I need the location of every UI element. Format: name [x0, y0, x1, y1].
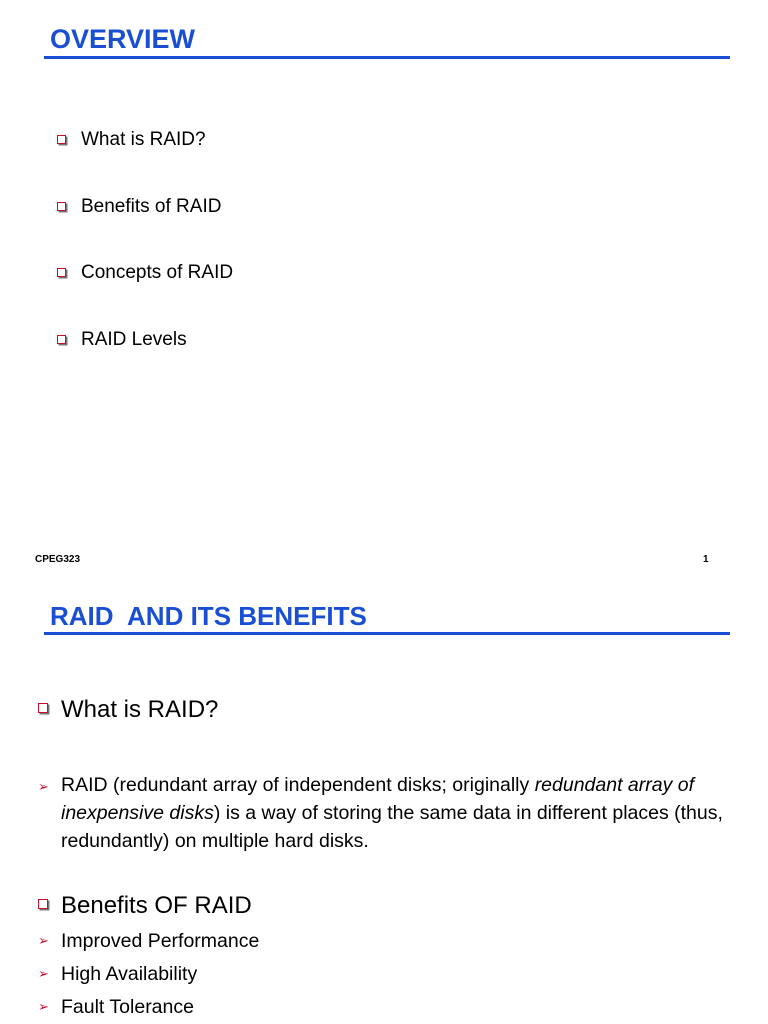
description-text: ) is a way of storing the same data in different places (thus, redundantly) on multiple hard disks. — [61, 802, 723, 852]
list-item — [38, 930, 259, 953]
checkbox-bullet-icon — [57, 135, 66, 144]
checkbox-bullet-icon — [38, 899, 48, 909]
arrow-bullet-icon: ➢ — [38, 779, 49, 794]
list-item-label: RAID Levels — [81, 329, 187, 350]
list-item — [57, 329, 187, 351]
page-number: 1 — [703, 554, 709, 565]
section-heading — [38, 892, 252, 920]
course-code: CPEG323 — [35, 554, 81, 565]
checkbox-bullet-icon — [57, 335, 66, 344]
slide-title: OVERVIEW — [50, 24, 196, 54]
arrow-bullet-icon: ➢ — [38, 966, 49, 981]
list-item — [38, 963, 197, 986]
list-item-label: Improved Performance — [61, 930, 260, 952]
list-item-label: What is RAID? — [81, 129, 206, 150]
section-heading-label: Benefits OF RAID — [61, 892, 252, 919]
list-item-label: Fault Tolerance — [61, 996, 194, 1018]
checkbox-bullet-icon — [38, 703, 48, 713]
title-underline — [44, 56, 730, 59]
list-item-label: Concepts of RAID — [81, 262, 234, 283]
checkbox-bullet-icon — [57, 202, 66, 211]
list-item — [38, 996, 194, 1019]
description-text: RAID (redundant array of independent disks; originally — [61, 774, 535, 796]
title-underline — [44, 632, 730, 635]
raid-description — [38, 771, 741, 855]
arrow-bullet-icon: ➢ — [38, 999, 49, 1014]
section-heading — [38, 696, 218, 724]
arrow-bullet-icon: ➢ — [38, 933, 49, 948]
section-heading-label: What is RAID? — [61, 696, 219, 723]
list-item — [57, 262, 233, 284]
list-item — [57, 129, 206, 151]
description-italic: redundant array of inexpensive disks — [61, 774, 695, 824]
slide-title: RAID AND ITS BENEFITS — [50, 601, 367, 631]
list-item — [57, 196, 221, 218]
checkbox-bullet-icon — [57, 268, 66, 277]
list-item-label: High Availability — [61, 963, 198, 985]
list-item-label: Benefits of RAID — [81, 196, 222, 217]
